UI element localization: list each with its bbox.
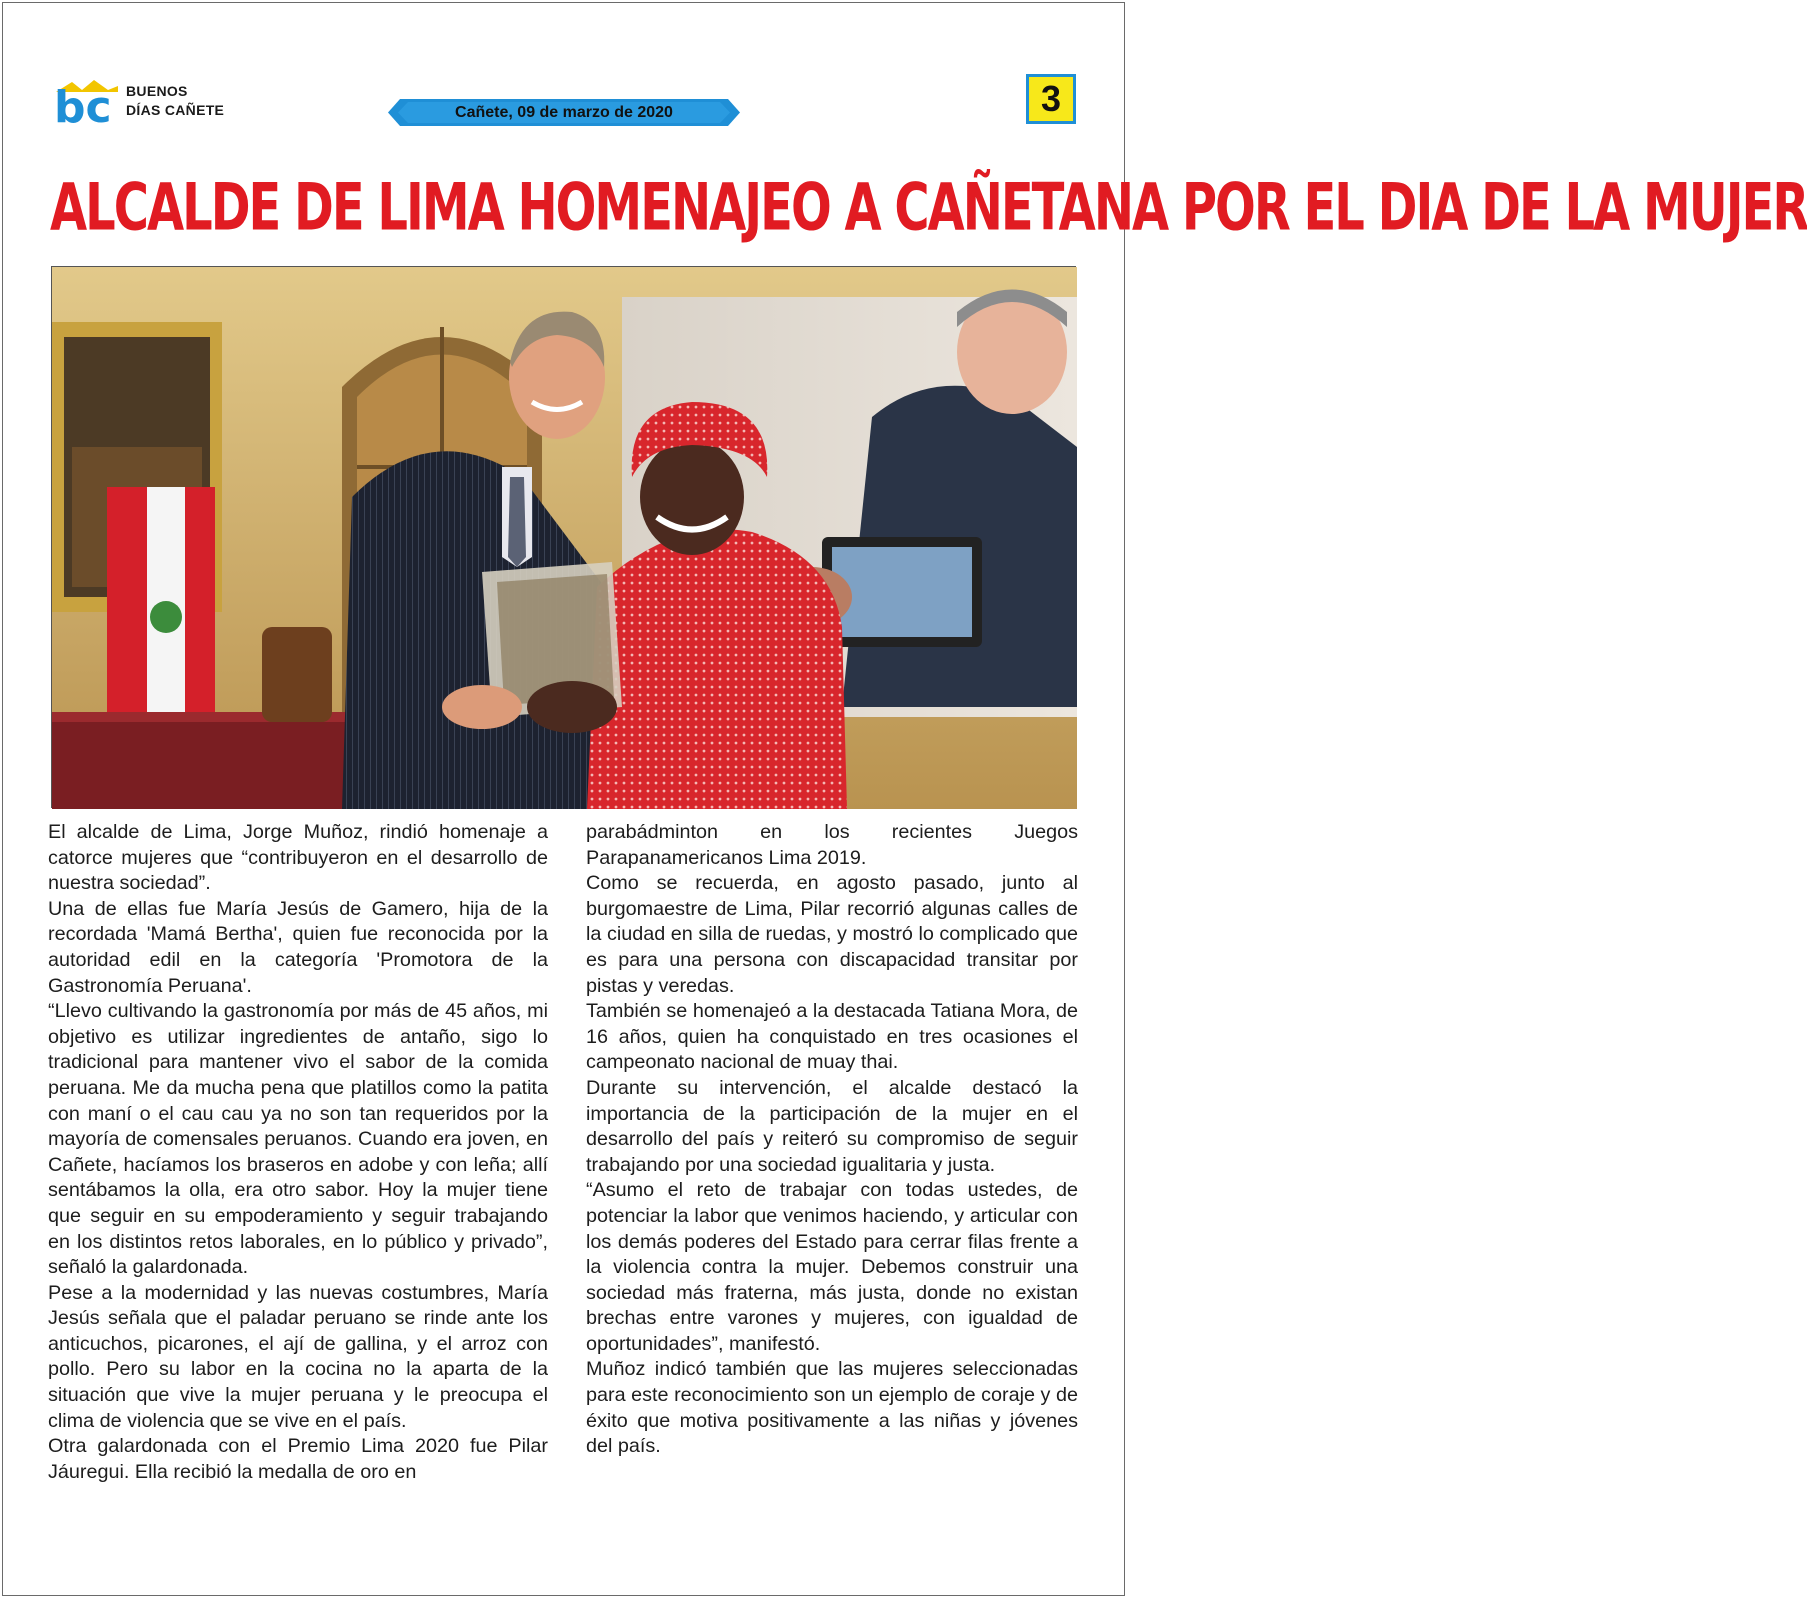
paragraph: parabádminton en los recientes Juegos Parapanamericanos Lima 2019. xyxy=(586,821,1078,869)
brand-line-1: BUENOS xyxy=(126,83,188,99)
paragraph: “Asumo el reto de trabajar con todas ustedes, de potenciar la labor que venimos haciendo, y articular con los demás poderes del Estado para cerrar filas frente a la violencia contra la mujer. Debemos construir una sociedad más fraterna, más justa, donde no existan brechas entre varones y mujeres, con igualdad de oportunidades”, manifestó. xyxy=(586,1179,1078,1355)
issue-date: Cañete, 09 de marzo de 2020 xyxy=(455,104,673,121)
paragraph: Muñoz indicó también que las mujeres seleccionadas para este reconocimiento son un ejemplo de coraje y de éxito que motiva positivamente a las niñas y jóvenes del país. xyxy=(586,1358,1078,1458)
brand-name xyxy=(126,82,224,120)
paragraph: El alcalde de Lima, Jorge Muñoz, rindió homenaje a catorce mujeres que “contribuyeron en el desarrollo de nuestra sociedad”. xyxy=(48,821,548,895)
paragraph: Durante su intervención, el alcalde destacó la importancia de la participación de la mujer en el desarrollo del país y reiteró su compromiso de seguir trabajando por una sociedad igualitaria y justa. xyxy=(586,1076,1078,1176)
paragraph: Pese a la modernidad y las nuevas costumbres, María Jesús señala que el paladar peruano se rinde ante los anticuchos, picarones, el ají de gallina, y el arroz con pollo. Pero su labor en la cocina no la aparta de la situación que vive la mujer peruana y le preocupa el clima de violencia que se vive en el país. xyxy=(48,1281,548,1432)
article-photo xyxy=(51,266,1076,808)
date-ribbon xyxy=(388,99,740,126)
headline: ALCALDE DE LIMA HOMENAJEO A CAÑETANA POR EL DIA DE LA MUJER xyxy=(50,170,1807,246)
newspaper-logo xyxy=(52,78,122,133)
paragraph: Como se recuerda, en agosto pasado, junto al burgomaestre de Lima, Pilar recorrió algunas calles de la ciudad en silla de ruedas, y mostró lo complicado que es para una persona con discapacidad transitar por pistas y veredas. xyxy=(586,872,1078,997)
article-column-right xyxy=(586,820,1078,1460)
paragraph: Una de ellas fue María Jesús de Gamero, hija de la recordada 'Mamá Bertha', quien fue reconocida por la autoridad edil en la categoría 'Promotora de la Gastronomía Peruana'. xyxy=(48,897,548,997)
page-number-badge: 3 xyxy=(1026,74,1076,124)
logo-letters: bc xyxy=(54,82,112,133)
paragraph: Otra galardonada con el Premio Lima 2020 fue Pilar Jáuregui. Ella recibió la medalla de oro en xyxy=(48,1435,548,1483)
brand-line-2: DÍAS CAÑETE xyxy=(126,102,225,118)
paragraph: “Llevo cultivando la gastronomía por más de 45 años, mi objetivo es utilizar ingredientes de antaño, sigo lo tradicional para mantener vivo el sabor de la comida peruana. Me da mucha pena que platillos como la patita con maní o el cau cau ya no son tan requeridos por la mayoría de comensales peruanos. Cuando era joven, en Cañete, hacíamos los braseros en adobe y con leña; allí sentábamos la olla, era otro sabor. Hoy la mujer tiene que seguir en su empoderamiento y seguir trabajando en los distintos retos laborales, en lo público y privado”, señaló la galardonada. xyxy=(48,1000,548,1279)
article-column-left xyxy=(48,820,548,1485)
paragraph: También se homenajeó a la destacada Tatiana Mora, de 16 años, quien ha conquistado en tres ocasiones el campeonato nacional de muay thai. xyxy=(586,1000,1078,1074)
